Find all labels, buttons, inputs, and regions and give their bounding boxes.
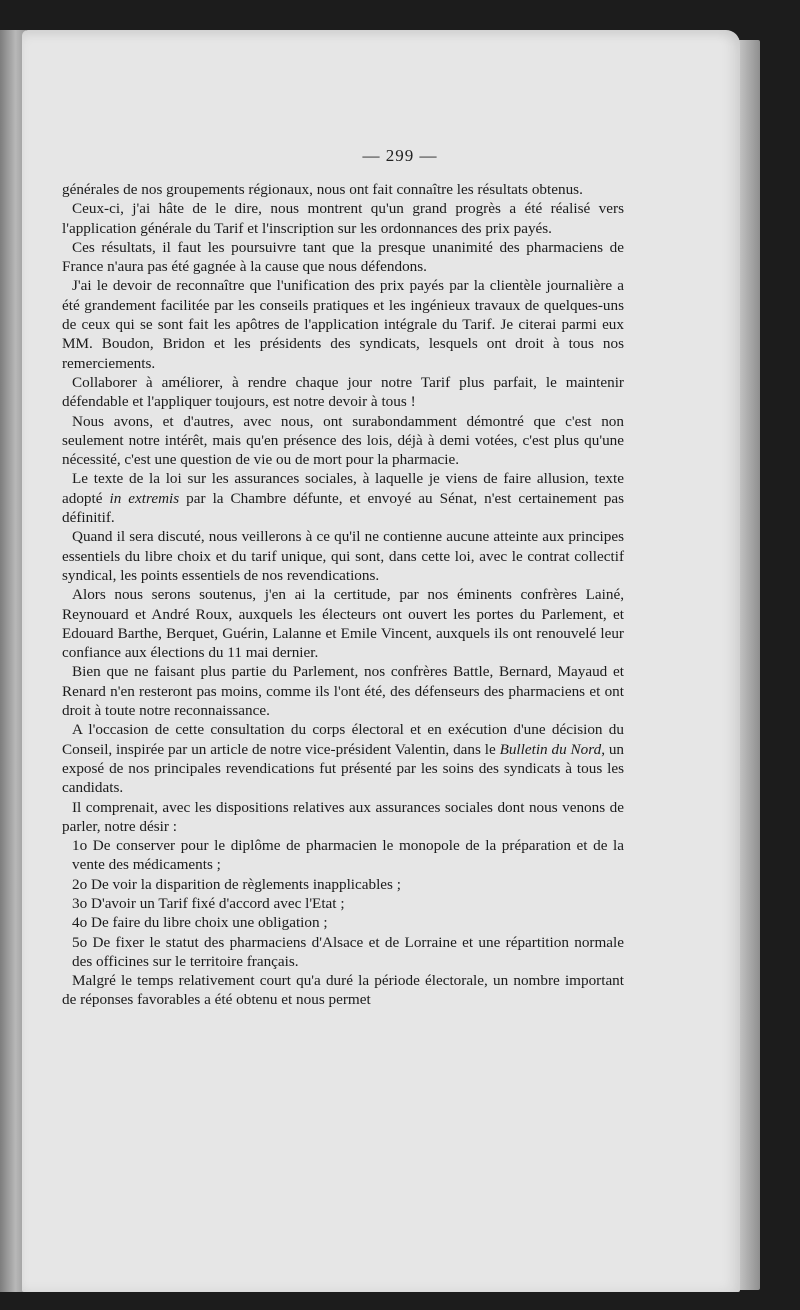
text-run: par la Chambre défunte, et envoyé au Sénat, n'est certainement pas définitif. (62, 489, 625, 527)
list-number: 3o (72, 894, 88, 912)
list-text: De voir la disparition de règlements inapplicables ; (87, 875, 401, 893)
paragraph: Collaborer à améliorer, à rendre chaque jour notre Tarif plus parfait, le maintenir défendable et l'appliquer toujours, est notre devoir à tous ! (62, 373, 624, 411)
page-number: — 299 — (362, 146, 438, 165)
list-item (62, 913, 624, 932)
list-text: D'avoir un Tarif fixé d'accord avec l'Etat ; (87, 894, 345, 912)
text-run: Le texte de la loi sur les assurances sociales, à laquelle je viens de faire allusion, texte adopté (62, 470, 624, 507)
paragraph: J'ai le devoir de reconnaître que l'unification des prix payés par la clientèle journalière a été grandement facilitée par les conseils pratiques et les ingénieux travaux de quelques-uns de ceux qui se sont fait les apôtres de l'application intégrale du Tarif. Je citerai parmi eux MM. Boudon, Bridon et les présidents des syndicats, lesquels ont droit à tous nos remerciements. (62, 277, 624, 372)
paragraph (62, 720, 624, 797)
list-item (62, 836, 624, 875)
paragraph: Ceux-ci, j'ai hâte de le dire, nous montrent qu'un grand progrès a été réalisé vers l'application générale du Tarif et l'inscription sur les ordonnances des prix payés. (62, 200, 624, 237)
list-item (62, 933, 624, 972)
paragraph: Nous avons, et d'autres, avec nous, ont surabondamment démontré que c'est non seulement notre intérêt, mais qu'en présence des lois, déjà à demi votées, c'est plus qu'une nécessité, c'est une question de vie ou de mort pour la pharmacie. (62, 412, 624, 469)
list-number: 2o (72, 875, 88, 893)
paragraph: générales de nos groupements régionaux, nous ont fait connaître les résultats obtenus. (62, 181, 583, 198)
list-number: 4o (72, 914, 88, 932)
paragraph: Malgré le temps relativement court qu'a duré la période électorale, un nombre important de réponses favorables a été obtenu et nous permet (62, 972, 624, 1009)
paragraph: Quand il sera discuté, nous veillerons à ce qu'il ne contienne aucune atteinte aux principes essentiels du libre choix et du tarif unique, qui sont, dans cette loi, avec le contrat collectif syndical, les points essentiels de nos revendications. (62, 528, 624, 584)
paragraph: Bien que ne faisant plus partie du Parlement, nos confrères Battle, Bernard, Mayaud et Renard n'en resteront pas moins, comme ils l'ont été, des défenseurs des pharmaciens et ont droit à toute notre reconnaissance. (62, 663, 624, 720)
list-number: 1o (72, 837, 88, 855)
body-text (62, 180, 624, 1010)
text-run: , un exposé de nos principales revendications fut présenté par les soins des syndicats à tous les candidats. (62, 740, 625, 797)
paragraph: Il comprenait, avec les dispositions relatives aux assurances sociales dont nous venons de parler, notre désir : (62, 798, 624, 835)
list-text: De faire du libre choix une obligation ; (87, 914, 328, 932)
paragraph: Ces résultats, il faut les poursuivre tant que la presque unanimité des pharmaciens de France n'aura pas été gagnée à la cause que nous défendons. (62, 238, 624, 276)
text-run: A l'occasion de cette consultation du corps électoral et en exécution d'une décision du Conseil, inspirée par un article de notre vice-président Valentin, dans le (62, 721, 624, 758)
list-text: De conserver pour le diplôme de pharmacien le monopole de la préparation et de la vente des médicaments ; (72, 837, 624, 874)
list-text: De fixer le statut des pharmaciens d'Alsace et de Lorraine et une répartition normale des officines sur le territoire français. (72, 933, 624, 970)
list-item (62, 894, 624, 913)
list-item (62, 875, 624, 894)
list-number: 5o (72, 933, 88, 951)
italic-title: Bulletin du Nord (499, 740, 602, 758)
paragraph: Alors nous serons soutenus, j'en ai la certitude, par nos éminents confrères Lainé, Reynouard et André Roux, auxquels les électeurs ont ouvert les portes du Parlement, et Edouard Barthe, Berquet, Guérin, Lalanne et Emile Vincent, auxquels ils ont renouvelé leur confiance aux élections du 11 mai dernier. (62, 586, 624, 662)
italic-phrase: in extremis (109, 489, 180, 507)
paragraph (62, 469, 624, 527)
